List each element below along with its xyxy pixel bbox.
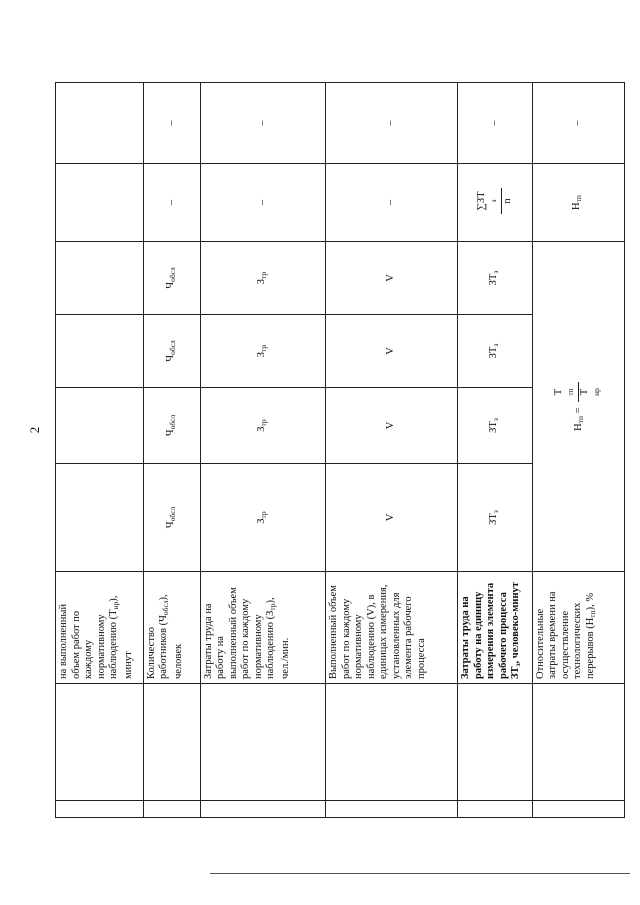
row-marker-cell bbox=[458, 801, 533, 818]
row-blank-cell bbox=[56, 684, 144, 801]
observation-cell: $ЗТ_з$ bbox=[458, 242, 533, 315]
row-marker-cell bbox=[532, 801, 624, 818]
observation-cell: $З_{тр}$ bbox=[200, 315, 325, 388]
table-row bbox=[200, 23, 325, 818]
row-marker-cell bbox=[143, 801, 200, 818]
fraction bbox=[553, 382, 604, 402]
observation-cell: $З_{тр}$ bbox=[200, 242, 325, 315]
avg-cell bbox=[56, 164, 144, 242]
observation-cell: $З_{тр}$ bbox=[200, 464, 325, 572]
table-row bbox=[458, 23, 533, 818]
row-marker-cell bbox=[326, 801, 458, 818]
extra-cell: – bbox=[200, 83, 325, 164]
row-blank-cell bbox=[532, 684, 624, 801]
merged-formula-cell bbox=[532, 242, 624, 572]
formula-lhs: $Н_{тп}$ = bbox=[572, 404, 585, 431]
extra-cell: – bbox=[458, 83, 533, 164]
row-blank-cell bbox=[458, 684, 533, 801]
extra-cell: – bbox=[532, 83, 624, 164]
fraction-denominator: n bbox=[501, 198, 513, 204]
observation-cell: V bbox=[326, 388, 458, 464]
page-number: 2 bbox=[27, 426, 42, 434]
row-label: Количество работников $(Ч_{обсл})$, человек bbox=[143, 572, 200, 684]
row-label: Выполненный объем работ по каждому нормативному наблюдению (V), в единицах измерения, установленных для элемента рабочего процесса bbox=[326, 572, 458, 684]
observation-cell: $Ч_{обсл}$ bbox=[143, 315, 200, 388]
row-label: Затраты труда на работу на единицу измерения элемента рабочего процесса $ЗТ_з$, человеко-минут bbox=[458, 572, 533, 684]
row-blank-cell bbox=[200, 684, 325, 801]
row-label: на выполненный объем работ по каждому нормативному наблюдению $(Т_{нр})$, минут bbox=[56, 572, 144, 684]
extra-cell: – bbox=[326, 83, 458, 164]
table-row bbox=[56, 23, 144, 818]
extra-cell: – bbox=[143, 83, 200, 164]
observation-cell: V bbox=[326, 464, 458, 572]
row-blank-cell bbox=[143, 684, 200, 801]
observation-cell bbox=[56, 464, 144, 572]
row-blank-cell bbox=[326, 684, 458, 801]
observation-cell: $ЗТ_з$ bbox=[458, 315, 533, 388]
observation-cell: $Ч_{обсл}$ bbox=[143, 388, 200, 464]
observation-cell bbox=[56, 242, 144, 315]
observation-cell bbox=[56, 315, 144, 388]
avg-cell bbox=[458, 164, 533, 242]
rotated-table-area bbox=[55, 43, 625, 818]
table-row bbox=[326, 23, 458, 818]
row-marker-cell bbox=[200, 801, 325, 818]
row-label: Затраты труда на работу на выполненный объем работ по каждому нормативному наблюдению $(З_{тр})$, чел./мин. bbox=[200, 572, 325, 684]
observation-cell: $Ч_{обсл}$ bbox=[143, 242, 200, 315]
observation-cell: $Ч_{обсл}$ bbox=[143, 464, 200, 572]
fraction-numerator: ∑ЗТ з bbox=[476, 188, 502, 213]
avg-cell: – bbox=[143, 164, 200, 242]
avg-cell: – bbox=[326, 164, 458, 242]
row-marker-cell bbox=[56, 801, 144, 818]
fraction-numerator: Т тп bbox=[553, 382, 579, 402]
row-label: Относительные затраты времени на осуществление технологических перерывов $(Н_{тп})$, % bbox=[532, 572, 624, 684]
observation-cell bbox=[56, 388, 144, 464]
observation-cell: V bbox=[326, 315, 458, 388]
observation-cell: V bbox=[326, 242, 458, 315]
page-bottom-rule bbox=[210, 873, 630, 874]
observation-cell: $ЗТ_з$ bbox=[458, 464, 533, 572]
fraction-denominator: Т нр bbox=[578, 388, 602, 396]
avg-cell: – bbox=[200, 164, 325, 242]
observation-table bbox=[55, 22, 625, 818]
observation-cell: $З_{тр}$ bbox=[200, 388, 325, 464]
fraction bbox=[476, 188, 515, 213]
avg-cell: $Н_{тп}$ bbox=[532, 164, 624, 242]
table-row bbox=[532, 23, 624, 818]
table-row bbox=[143, 23, 200, 818]
observation-cell: $ЗТ_з$ bbox=[458, 388, 533, 464]
extra-cell bbox=[56, 83, 144, 164]
